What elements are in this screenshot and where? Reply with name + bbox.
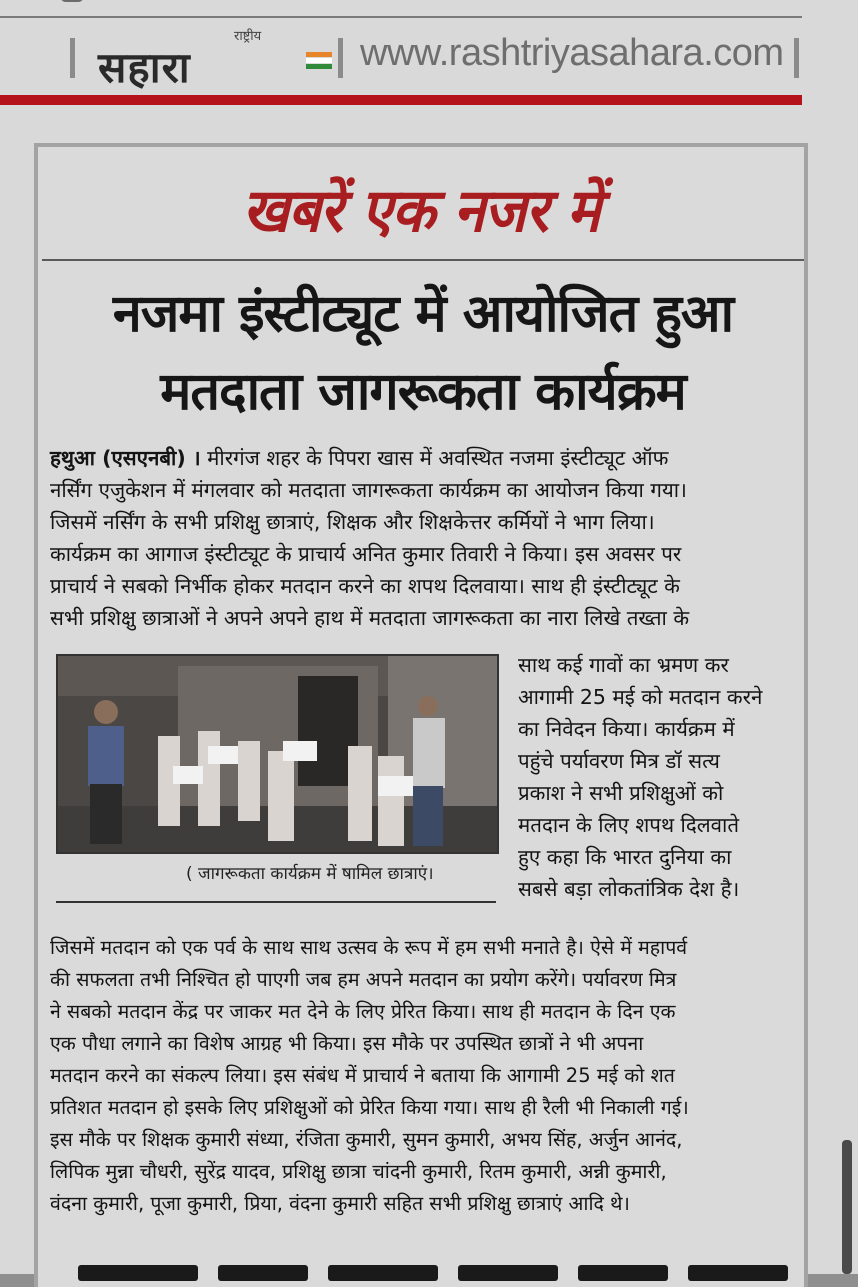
- article-line: इस मौके पर शिक्षक कुमारी संध्या, रंजिता कुमारी, सुमन कुमारी, अभय सिंह, अर्जुन आनंद,: [50, 1128, 683, 1151]
- article-line: मतदान के लिए शपथ दिलवाते: [518, 813, 740, 837]
- news-box: [34, 143, 808, 1287]
- scrollbar[interactable]: [842, 1140, 852, 1274]
- masthead-small-label: राष्ट्रीय: [234, 29, 262, 44]
- dateline: हथुआ (एसएनबी) ।: [50, 446, 201, 470]
- article-line: सबसे बड़ा लोकतांत्रिक देश है।: [518, 877, 740, 901]
- article-line: प्रकाश ने सभी प्रशिक्षुओं को: [518, 781, 724, 805]
- event-photo: [56, 654, 499, 854]
- article-line: सभी प्रशिक्षु छात्राओं ने अपने अपने हाथ में मतदाता जागरूकता का नारा लिखे तख्ता के: [50, 606, 690, 630]
- sahara-logo: सहारा: [98, 43, 191, 92]
- article-line: प्रतिशत मतदान हो इसके लिए प्रशिक्षुओं को प्रेरित किया गया। साथ ही रैली भी निकाली गई।: [50, 1096, 689, 1119]
- clipped-next-headline: [58, 1251, 798, 1281]
- article-line: वंदना कुमारी, पूजा कुमारी, प्रिया, वंदना कुमारी सहित सभी प्रशिक्षु छात्राएं आदि थे।: [50, 1192, 630, 1215]
- headline-line: नजमा इंस्टीट्यूट में आयोजित हुआ: [112, 284, 734, 344]
- website-url: www.rashtriyasahara.com: [360, 32, 784, 74]
- article-line: लिपिक मुन्ना चौधरी, सुरेंद्र यादव, प्रशिक्षु छात्रा चांदनी कुमारी, रितम कुमारी, अन्नी कुमारी,: [50, 1160, 667, 1183]
- masthead-divider: [794, 38, 799, 78]
- section-rule: [42, 259, 804, 261]
- headline-line: मतदाता जागरूकता कार्यक्रम: [160, 362, 686, 422]
- red-rule: [0, 95, 802, 105]
- article-side-column: [518, 649, 762, 905]
- section-title: खबरें एक नजर में: [242, 176, 600, 246]
- article-line: आगामी 25 मई को मतदान करने: [518, 685, 763, 709]
- article-body: [50, 932, 689, 1220]
- article-line: जिसमें मतदान को एक पर्व के साथ साथ उत्सव के रूप में हम सभी मनाते है। ऐसे में महापर्व: [50, 936, 688, 959]
- masthead-divider: [70, 38, 75, 78]
- article-line: एक पौधा लगाने का विशेष आग्रह भी किया। इस मौके पर उपस्थित छात्रों ने भी अपना: [50, 1032, 644, 1055]
- article-intro: [50, 442, 689, 634]
- article-line: साथ कई गावों का भ्रमण कर: [518, 653, 729, 677]
- article-headline: [58, 275, 788, 431]
- students-rally-photo: [58, 656, 497, 852]
- article-line: हुए कहा कि भारत दुनिया का: [518, 845, 732, 869]
- article-line: नर्सिंग एजुकेशन में मंगलवार को मतदाता जागरूकता कार्यक्रम का आयोजन किया गया।: [50, 478, 687, 502]
- article-line: हथुआ (एसएनबी) । मीरगंज शहर के पिपरा खास में अवस्थित नजमा इंस्टीट्यूट ऑफ: [50, 446, 669, 470]
- tricolor-flag-icon: [306, 52, 332, 68]
- article-line: जिसमें नर्सिंग के सभी प्रशिक्षु छात्राएं, शिक्षक और शिक्षकेत्तर कर्मियों ने भाग लिया।: [50, 510, 655, 534]
- caption-rule: [56, 901, 496, 903]
- article-line: ने सबको मतदान केंद्र पर जाकर मत देने के लिए प्रेरित किया। साथ ही मतदान के दिन एक: [50, 1000, 676, 1023]
- masthead: [70, 28, 810, 92]
- article-line: मतदान करने का संकल्प लिया। इस संबंध में प्राचार्य ने बताया कि आगामी 25 मई को शत: [50, 1064, 675, 1087]
- article-line: पहुंचे पर्यावरण मित्र डॉ सत्य: [518, 749, 720, 773]
- article-line: की सफलता तभी निश्चित हो पाएगी जब हम अपने मतदान का प्रयोग करेंगे। पर्यावरण मित्र: [50, 968, 677, 991]
- photo-caption: ( जागरूकता कार्यक्रम में षामिल छात्राएं।: [186, 864, 434, 884]
- article-line: प्राचार्य ने सबको निर्भीक होकर मतदान करने का शपथ दिलवाया। साथ ही इंस्टीट्यूट के: [50, 574, 680, 598]
- article-line: का निवेदन किया। कार्यक्रम में: [518, 717, 735, 741]
- masthead-divider: [338, 38, 343, 78]
- top-rule: [0, 16, 802, 18]
- article-line: कार्यक्रम का आगाज इंस्टीट्यूट के प्राचार्य अनित कुमार तिवारी ने किया। इस अवसर पर: [50, 542, 682, 566]
